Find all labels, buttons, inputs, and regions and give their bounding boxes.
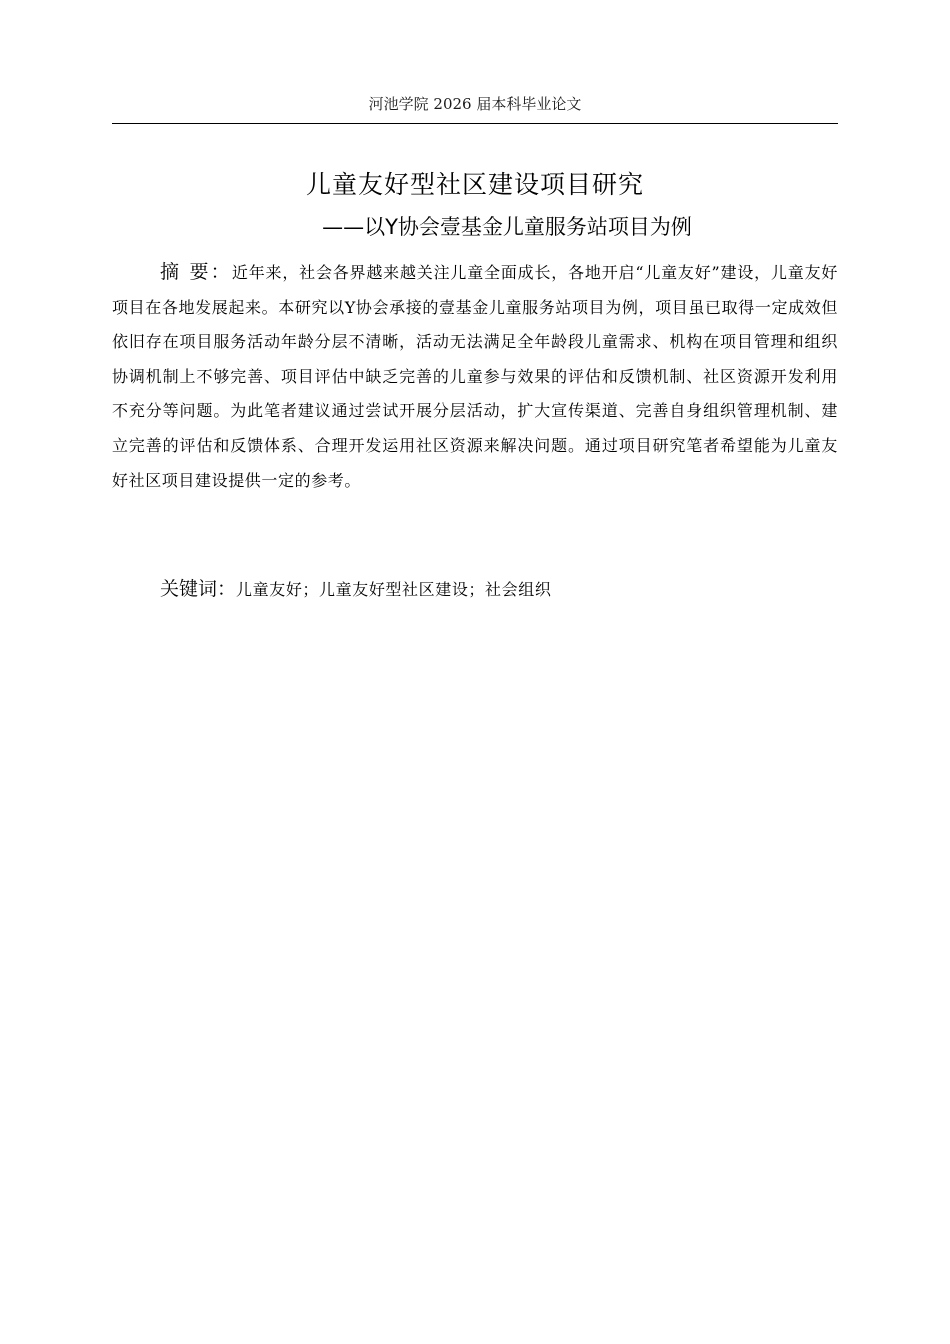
paper-title: 儿童友好型社区建设项目研究 (305, 170, 644, 199)
keywords-line (112, 572, 838, 607)
running-header: 河池学院 2026 届本科毕业论文 (368, 95, 582, 113)
header-divider (112, 123, 838, 124)
abstract-paragraph (112, 255, 838, 498)
keywords-text: 儿童友好；儿童友好型社区建设；社会组织 (236, 580, 552, 599)
abstract-label: 摘 要： (160, 261, 232, 283)
abstract-text: 近年来，社会各界越来越关注儿童全面成长，各地开启“儿童友好”建设，儿童友好项目在各地发展起来。本研究以Y协会承接的壹基金儿童服务站项目为例，项目虽已取得一定成效但依旧存在项目服务活动年龄分层不清晰，活动无法满足全年龄段儿童需求、机构在项目管理和组织协调机制上不够完善、项目评估中缺乏完善的儿童参与效果的评估和反馈机制、社区资源开发利用不充分等问题。为此笔者建议通过尝试开展分层活动，扩大宣传渠道、完善自身组织管理机制、建立完善的评估和反馈体系、合理开发运用社区资源来解决问题。通过项目研究笔者希望能为儿童友好社区项目建设提供一定的参考。 (112, 263, 839, 490)
keywords-label: 关键词： (160, 578, 237, 600)
paper-subtitle: ——以Y协会壹基金儿童服务站项目为例 (322, 215, 692, 239)
